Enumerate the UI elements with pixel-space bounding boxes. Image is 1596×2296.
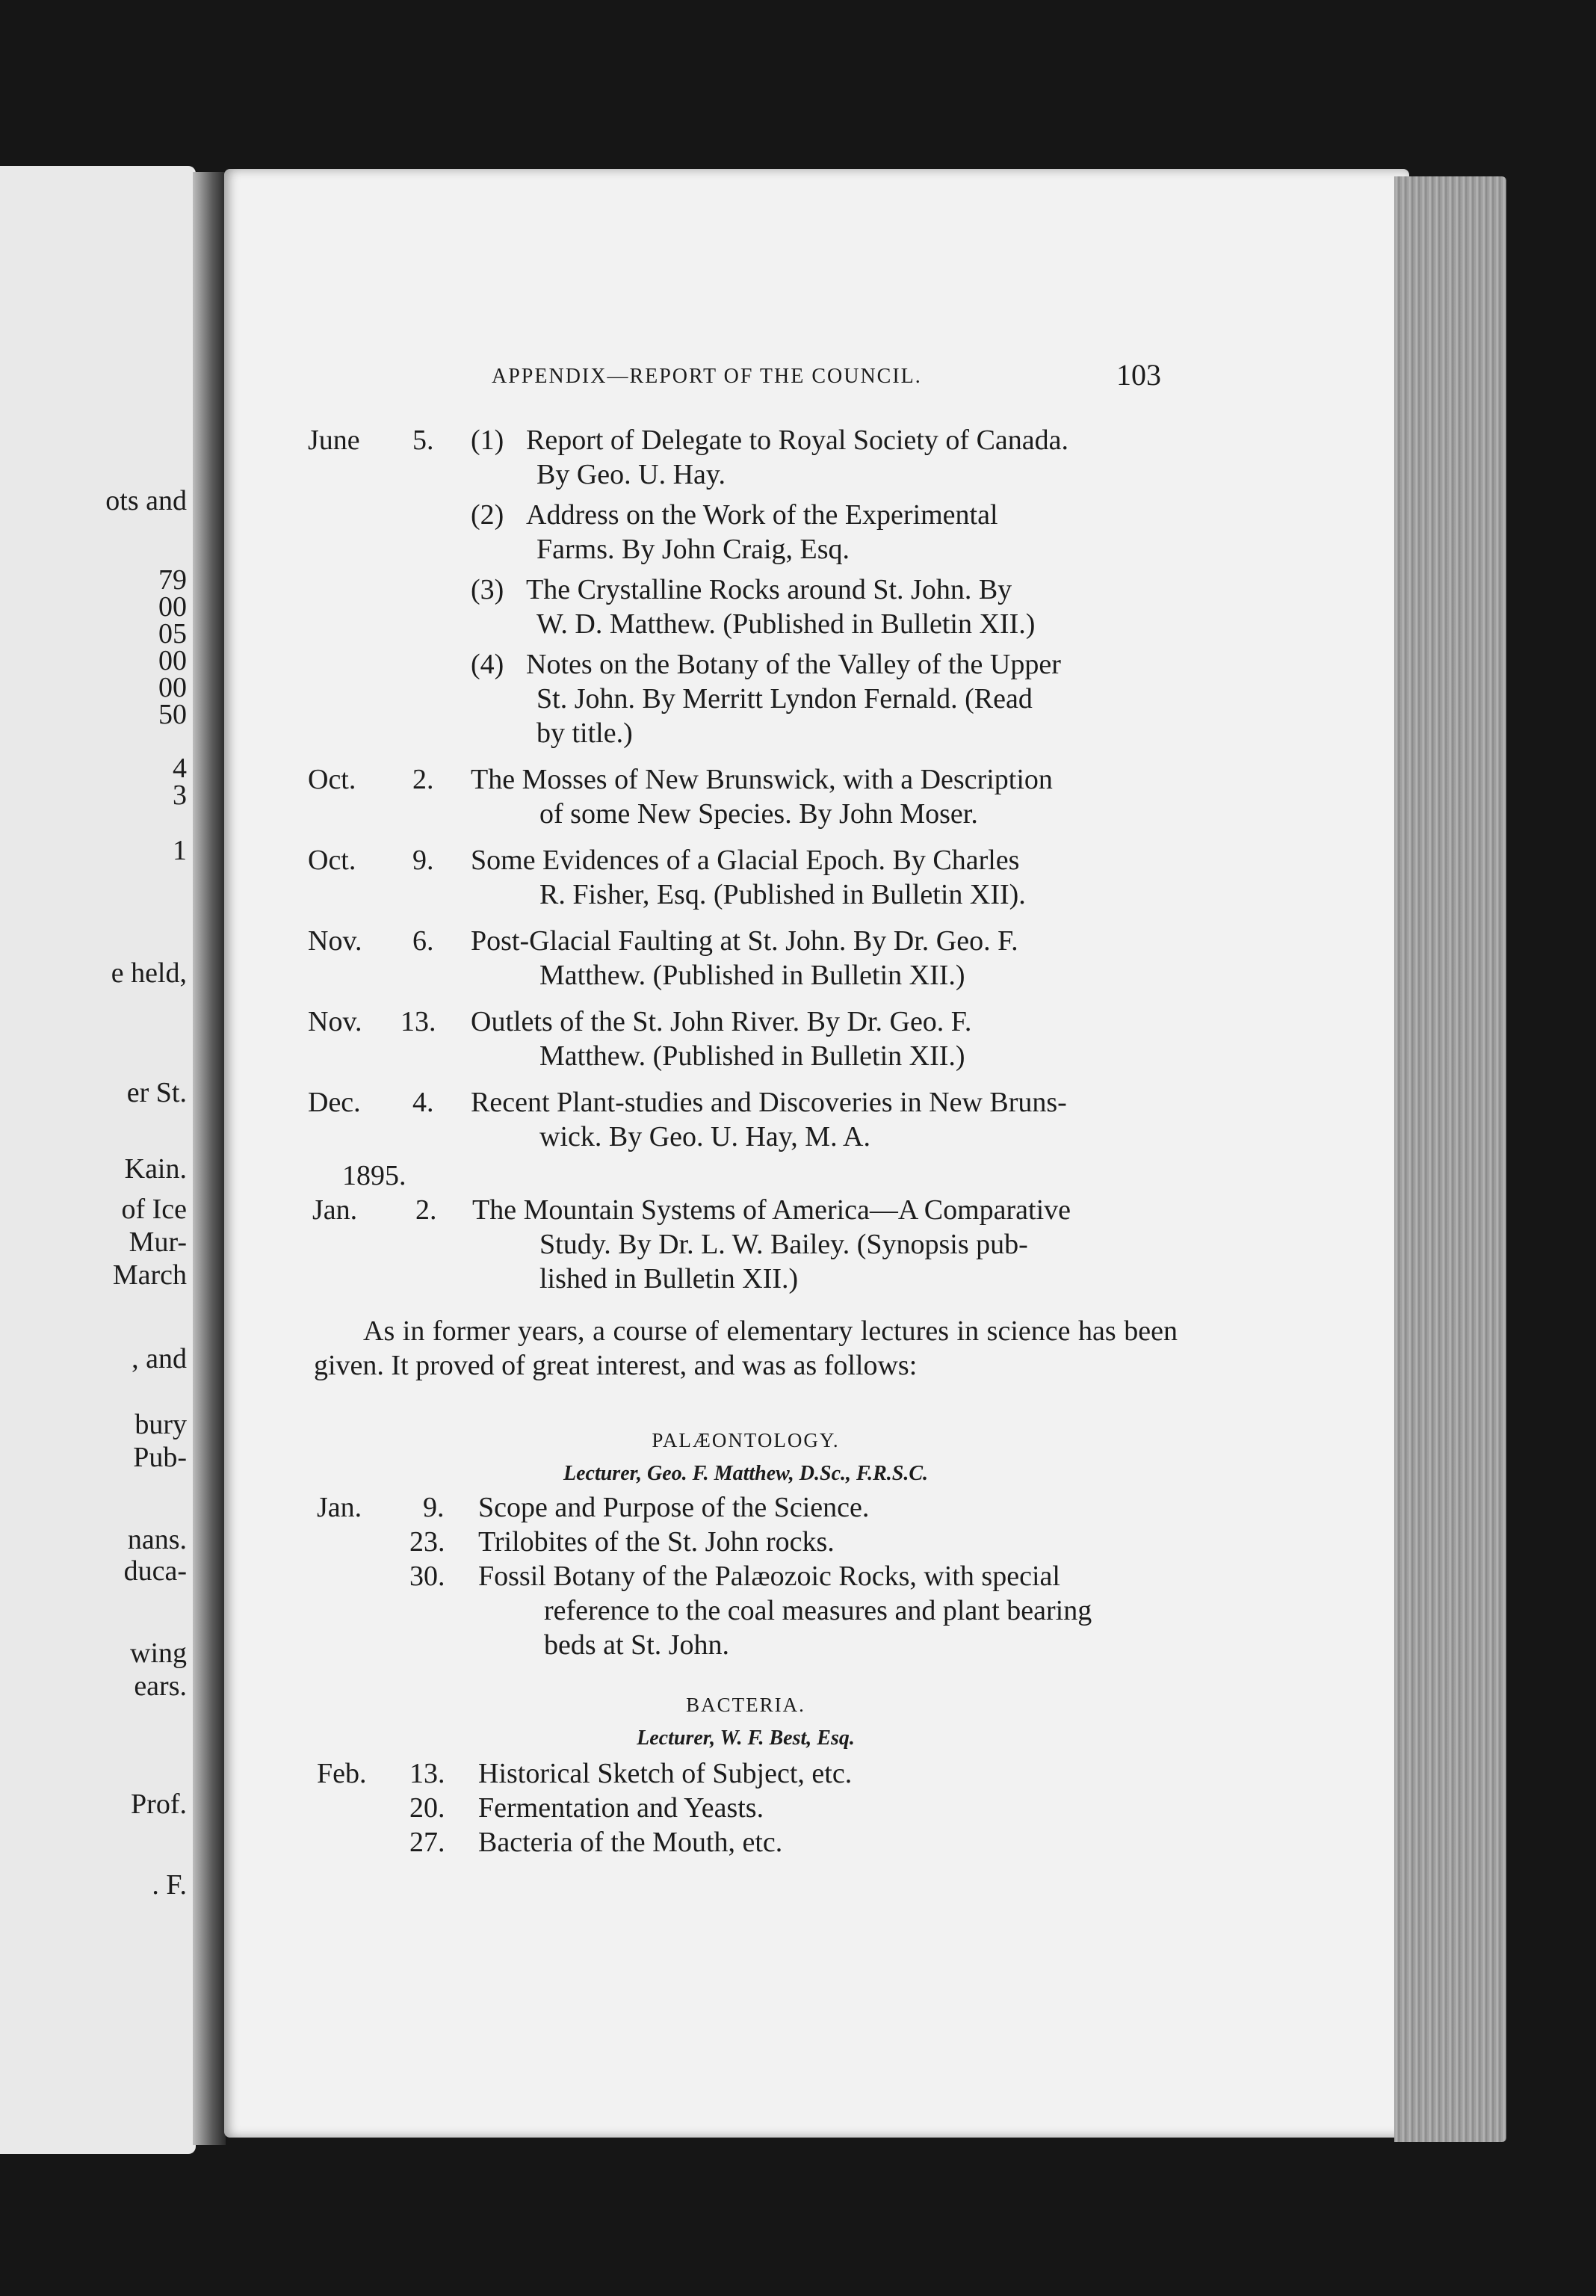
entry-month: Nov.: [308, 925, 362, 957]
lecture-day: 27.: [409, 1827, 445, 1858]
left-page-fragment: 05: [158, 618, 187, 649]
entry-title-line: Recent Plant-studies and Discoveries in New Bruns-: [471, 1087, 1067, 1118]
entry-title-line: of some New Species. By John Moser.: [539, 798, 978, 830]
entry-day: 2.: [415, 1194, 437, 1226]
entry-day: 2.: [412, 764, 434, 795]
entry-title-line: W. D. Matthew. (Published in Bulletin XII.): [536, 608, 1036, 640]
section-heading-bacteria: BACTERIA.: [686, 1694, 805, 1716]
entry-title-line: lished in Bulletin XII.): [539, 1263, 799, 1294]
left-page-fragment: 1: [173, 835, 187, 866]
book-gutter: [193, 172, 226, 2145]
lecture-title-line: Fermentation and Yeasts.: [478, 1792, 764, 1824]
entry-title-line: Some Evidences of a Glacial Epoch. By Charles: [471, 845, 1020, 876]
intro-paragraph: As in former years, a course of elementary lectures in science has been given. It proved of great interest, and was as follows:: [314, 1315, 1178, 1381]
left-page-fragment: Kain.: [124, 1153, 187, 1185]
left-page-fragment: March: [112, 1259, 187, 1291]
entry-month: Jan.: [312, 1194, 358, 1226]
lecture-title-line: Scope and Purpose of the Science.: [478, 1492, 870, 1523]
left-page-fragment: 00: [158, 645, 187, 676]
left-page-fragment: Pub-: [133, 1442, 187, 1473]
left-page-fragment: e held,: [111, 957, 187, 989]
entry-day: 5.: [412, 425, 434, 456]
left-page-fragment: ears.: [134, 1670, 187, 1702]
entry-day: 4.: [412, 1087, 434, 1118]
running-head: APPENDIX—REPORT OF THE COUNCIL.: [492, 365, 922, 388]
lecture-title-line: Bacteria of the Mouth, etc.: [478, 1827, 783, 1858]
left-page-fragment: 4: [173, 753, 187, 784]
entry-month: Oct.: [308, 764, 356, 795]
lecture-day: 30.: [409, 1561, 445, 1592]
lecture-day: 23.: [409, 1526, 445, 1558]
entry-title-line: Outlets of the St. John River. By Dr. Geo. F.: [471, 1006, 972, 1037]
lecture-day: 20.: [409, 1792, 445, 1824]
entry-title-line: The Crystalline Rocks around St. John. By: [526, 574, 1012, 605]
left-page-fragment: of Ice: [121, 1194, 187, 1225]
year-label: 1895.: [342, 1160, 406, 1191]
entry-month: June: [308, 425, 360, 456]
entry-day: 9.: [412, 845, 434, 876]
entry-title-line: The Mountain Systems of America—A Comparative: [472, 1194, 1071, 1226]
entry-month: Nov.: [308, 1006, 362, 1037]
left-page-fragment: 50: [158, 699, 187, 730]
page-edges: [1394, 176, 1506, 2142]
left-page-fragment: wing: [130, 1638, 187, 1669]
left-page-fragment: duca-: [123, 1555, 187, 1587]
entry-day: 6.: [412, 925, 434, 957]
left-page-fragment: , and: [132, 1343, 187, 1374]
entry-number: (2): [471, 499, 504, 531]
lecture-title-line: beds at St. John.: [544, 1629, 730, 1661]
lecturer-palaeontology: Lecturer, Geo. F. Matthew, D.Sc., F.R.S.C.: [563, 1462, 928, 1485]
entry-number: (4): [471, 649, 504, 680]
entry-title-line: Address on the Work of the Experimental: [526, 499, 998, 531]
entry-title-line: The Mosses of New Brunswick, with a Description: [471, 764, 1053, 795]
left-page-fragment: ots and: [105, 485, 187, 516]
entry-title-line: Post-Glacial Faulting at St. John. By Dr. Geo. F.: [471, 925, 1018, 957]
entry-day: 13.: [400, 1006, 436, 1037]
entry-number: (1): [471, 425, 504, 456]
left-page-fragment: . F.: [152, 1869, 187, 1901]
entry-title-line: R. Fisher, Esq. (Published in Bulletin XII).: [539, 879, 1026, 910]
page-number: 103: [1116, 358, 1161, 392]
entry-title-line: by title.): [536, 718, 633, 749]
lecture-title-line: Historical Sketch of Subject, etc.: [478, 1758, 853, 1789]
entry-title-line: Matthew. (Published in Bulletin XII.): [539, 1040, 965, 1072]
left-page-fragment: 00: [158, 591, 187, 623]
left-page-fragment: Prof.: [131, 1789, 187, 1820]
entry-title-line: Report of Delegate to Royal Society of Canada.: [526, 425, 1069, 456]
section-heading-palaeontology: PALÆONTOLOGY.: [652, 1429, 840, 1451]
entry-title-line: Farms. By John Craig, Esq.: [536, 534, 850, 565]
entry-month: Dec.: [308, 1087, 361, 1118]
entry-title-line: wick. By Geo. U. Hay, M. A.: [539, 1121, 870, 1152]
entry-number: (3): [471, 574, 504, 605]
entry-title-line: Matthew. (Published in Bulletin XII.): [539, 960, 965, 991]
left-page-fragment: 79: [158, 564, 187, 596]
left-page-fragment: 00: [158, 672, 187, 703]
lecture-day: 13.: [409, 1758, 445, 1789]
left-page-fragment: bury: [134, 1409, 187, 1440]
entry-title-line: Study. By Dr. L. W. Bailey. (Synopsis pub-: [539, 1229, 1028, 1260]
lecture-title-line: Trilobites of the St. John rocks.: [478, 1526, 835, 1558]
left-page-fragment: Mur-: [129, 1226, 187, 1258]
lecture-day: 9.: [423, 1492, 445, 1523]
lecture-month: Feb.: [317, 1758, 367, 1789]
lecturer-bacteria: Lecturer, W. F. Best, Esq.: [637, 1726, 855, 1750]
left-page-fragment: er St.: [126, 1077, 187, 1108]
left-page-fragment: 3: [173, 780, 187, 811]
entry-month: Oct.: [308, 845, 356, 876]
entry-title-line: By Geo. U. Hay.: [536, 459, 726, 490]
entry-title-line: Notes on the Botany of the Valley of the Upper: [526, 649, 1061, 680]
lecture-title-line: Fossil Botany of the Palæozoic Rocks, with special: [478, 1561, 1060, 1592]
lecture-month: Jan.: [317, 1492, 362, 1523]
entry-title-line: St. John. By Merritt Lyndon Fernald. (Read: [536, 683, 1033, 715]
left-page-fragment: nans.: [127, 1524, 187, 1555]
lecture-title-line: reference to the coal measures and plant bearing: [544, 1595, 1092, 1626]
